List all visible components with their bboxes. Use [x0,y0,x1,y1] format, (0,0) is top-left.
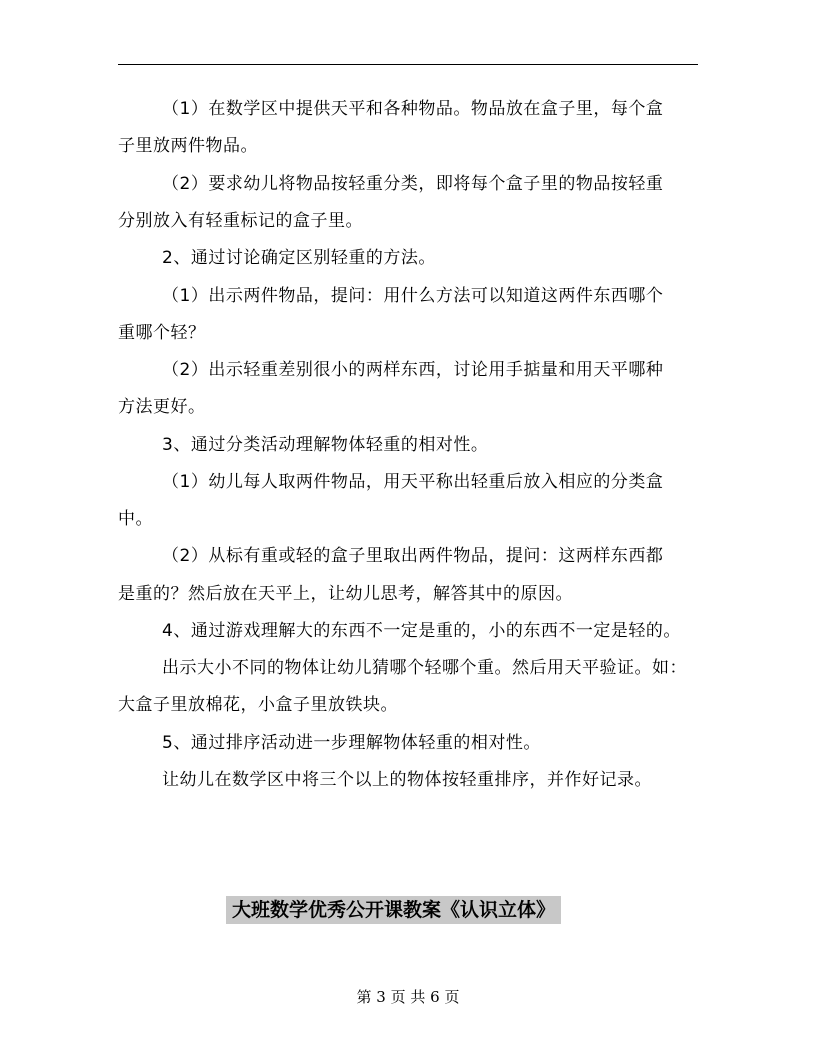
body-line: 大盒子里放棉花，小盒子里放铁块。 [118,695,398,715]
body-line: 子里放两件物品。 [118,136,258,156]
body-line: 出示大小不同的物体让幼儿猜哪个轻哪个重。然后用天平验证。如： [162,658,687,678]
section-title: 大班数学优秀公开课教案《认识立体》 [226,896,561,924]
body-line: 5、通过排序活动进一步理解物体轻重的相对性。 [162,733,541,753]
body-line: 2、通过讨论确定区别轻重的方法。 [162,248,436,268]
body-line: 是重的？然后放在天平上，让幼儿思考，解答其中的原因。 [118,584,573,604]
page-number: 第 3 页 共 6 页 [356,988,460,1006]
body-line: （1）出示两件物品，提问：用什么方法可以知道这两件东西哪个 [162,286,664,306]
body-line: 重哪个轻？ [118,323,206,343]
body-line: 方法更好。 [118,397,206,417]
body-line: （1）在数学区中提供天平和各种物品。物品放在盒子里，每个盒 [162,99,664,119]
body-line: 4、通过游戏理解大的东西不一定是重的，小的东西不一定是轻的。 [162,621,681,641]
body-line: 中。 [118,509,153,529]
body-line: （2）要求幼儿将物品按轻重分类，即将每个盒子里的物品按轻重 [162,174,664,194]
body-line: 3、通过分类活动理解物体轻重的相对性。 [162,435,489,455]
header-rule [118,64,698,65]
body-line: 让幼儿在数学区中将三个以上的物体按轻重排序，并作好记录。 [162,770,652,790]
body-line: （2）出示轻重差别很小的两样东西，讨论用手掂量和用天平哪种 [162,360,664,380]
body-line: 分别放入有轻重标记的盒子里。 [118,211,363,231]
body-line: （2）从标有重或轻的盒子里取出两件物品，提问：这两样东西都 [162,546,664,566]
body-line: （1）幼儿每人取两件物品，用天平称出轻重后放入相应的分类盒 [162,472,664,492]
